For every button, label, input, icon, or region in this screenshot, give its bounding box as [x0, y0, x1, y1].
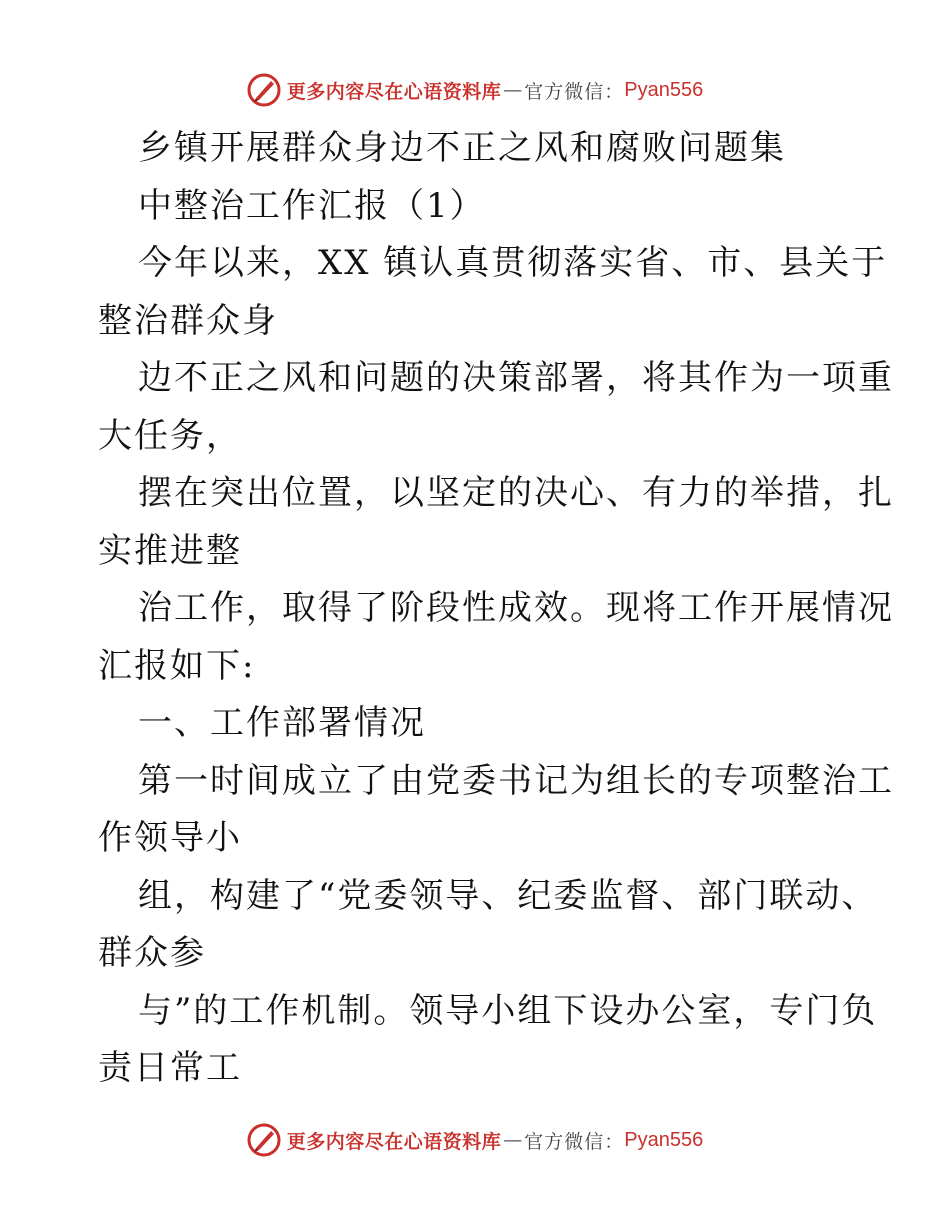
- document-line: 实推进整: [98, 530, 242, 571]
- quill-logo-icon: [247, 1123, 281, 1157]
- watermark-official: 官方微信：: [524, 80, 625, 103]
- document-line: 摆在突出位置，以坚定的决心、有力的举措，扎: [138, 473, 894, 513]
- document-line: 治工作，取得了阶段性成效。现将工作开展情况: [138, 588, 894, 628]
- document-line: 边不正之风和问题的决策部署，将其作为一项重: [138, 358, 894, 398]
- watermark-text: 更多内容尽在心语资料库: [286, 1130, 502, 1153]
- document-line: 第一时间成立了由党委书记为组长的专项整治工: [138, 760, 894, 801]
- watermark-dash: —: [503, 79, 523, 101]
- document-line: 责日常工: [98, 1048, 242, 1088]
- document-line: 与”的工作机制。领导小组下设办公室，专门负: [138, 990, 878, 1031]
- document-line: 整治群众身: [98, 300, 278, 341]
- watermark-id: Pyan556: [624, 78, 704, 101]
- watermark-official: 官方微信：: [524, 1130, 625, 1153]
- watermark-dash: —: [503, 1129, 523, 1151]
- document-line: 今年以来，XX 镇认真贯彻落实省、市、县关于: [138, 243, 888, 283]
- watermark-text: 更多内容尽在心语资料库: [286, 80, 502, 103]
- document-line: 中整治工作汇报（1）: [138, 185, 486, 226]
- document-line: 组，构建了“党委领导、纪委监督、部门联动、: [138, 875, 878, 916]
- document-line: 一、工作部署情况: [138, 703, 426, 743]
- document-line: 群众参: [98, 933, 206, 973]
- document-line: 大任务，: [98, 415, 242, 456]
- header-watermark: [0, 70, 950, 110]
- quill-logo-icon: [247, 73, 281, 107]
- document-line: 作领导小: [98, 818, 242, 858]
- watermark-id: Pyan556: [624, 1128, 704, 1151]
- footer-watermark: [0, 1120, 950, 1160]
- document-body: [98, 120, 894, 1098]
- document-line: 汇报如下:: [98, 645, 256, 686]
- document-line: 乡镇开展群众身边不正之风和腐败问题集: [138, 128, 786, 168]
